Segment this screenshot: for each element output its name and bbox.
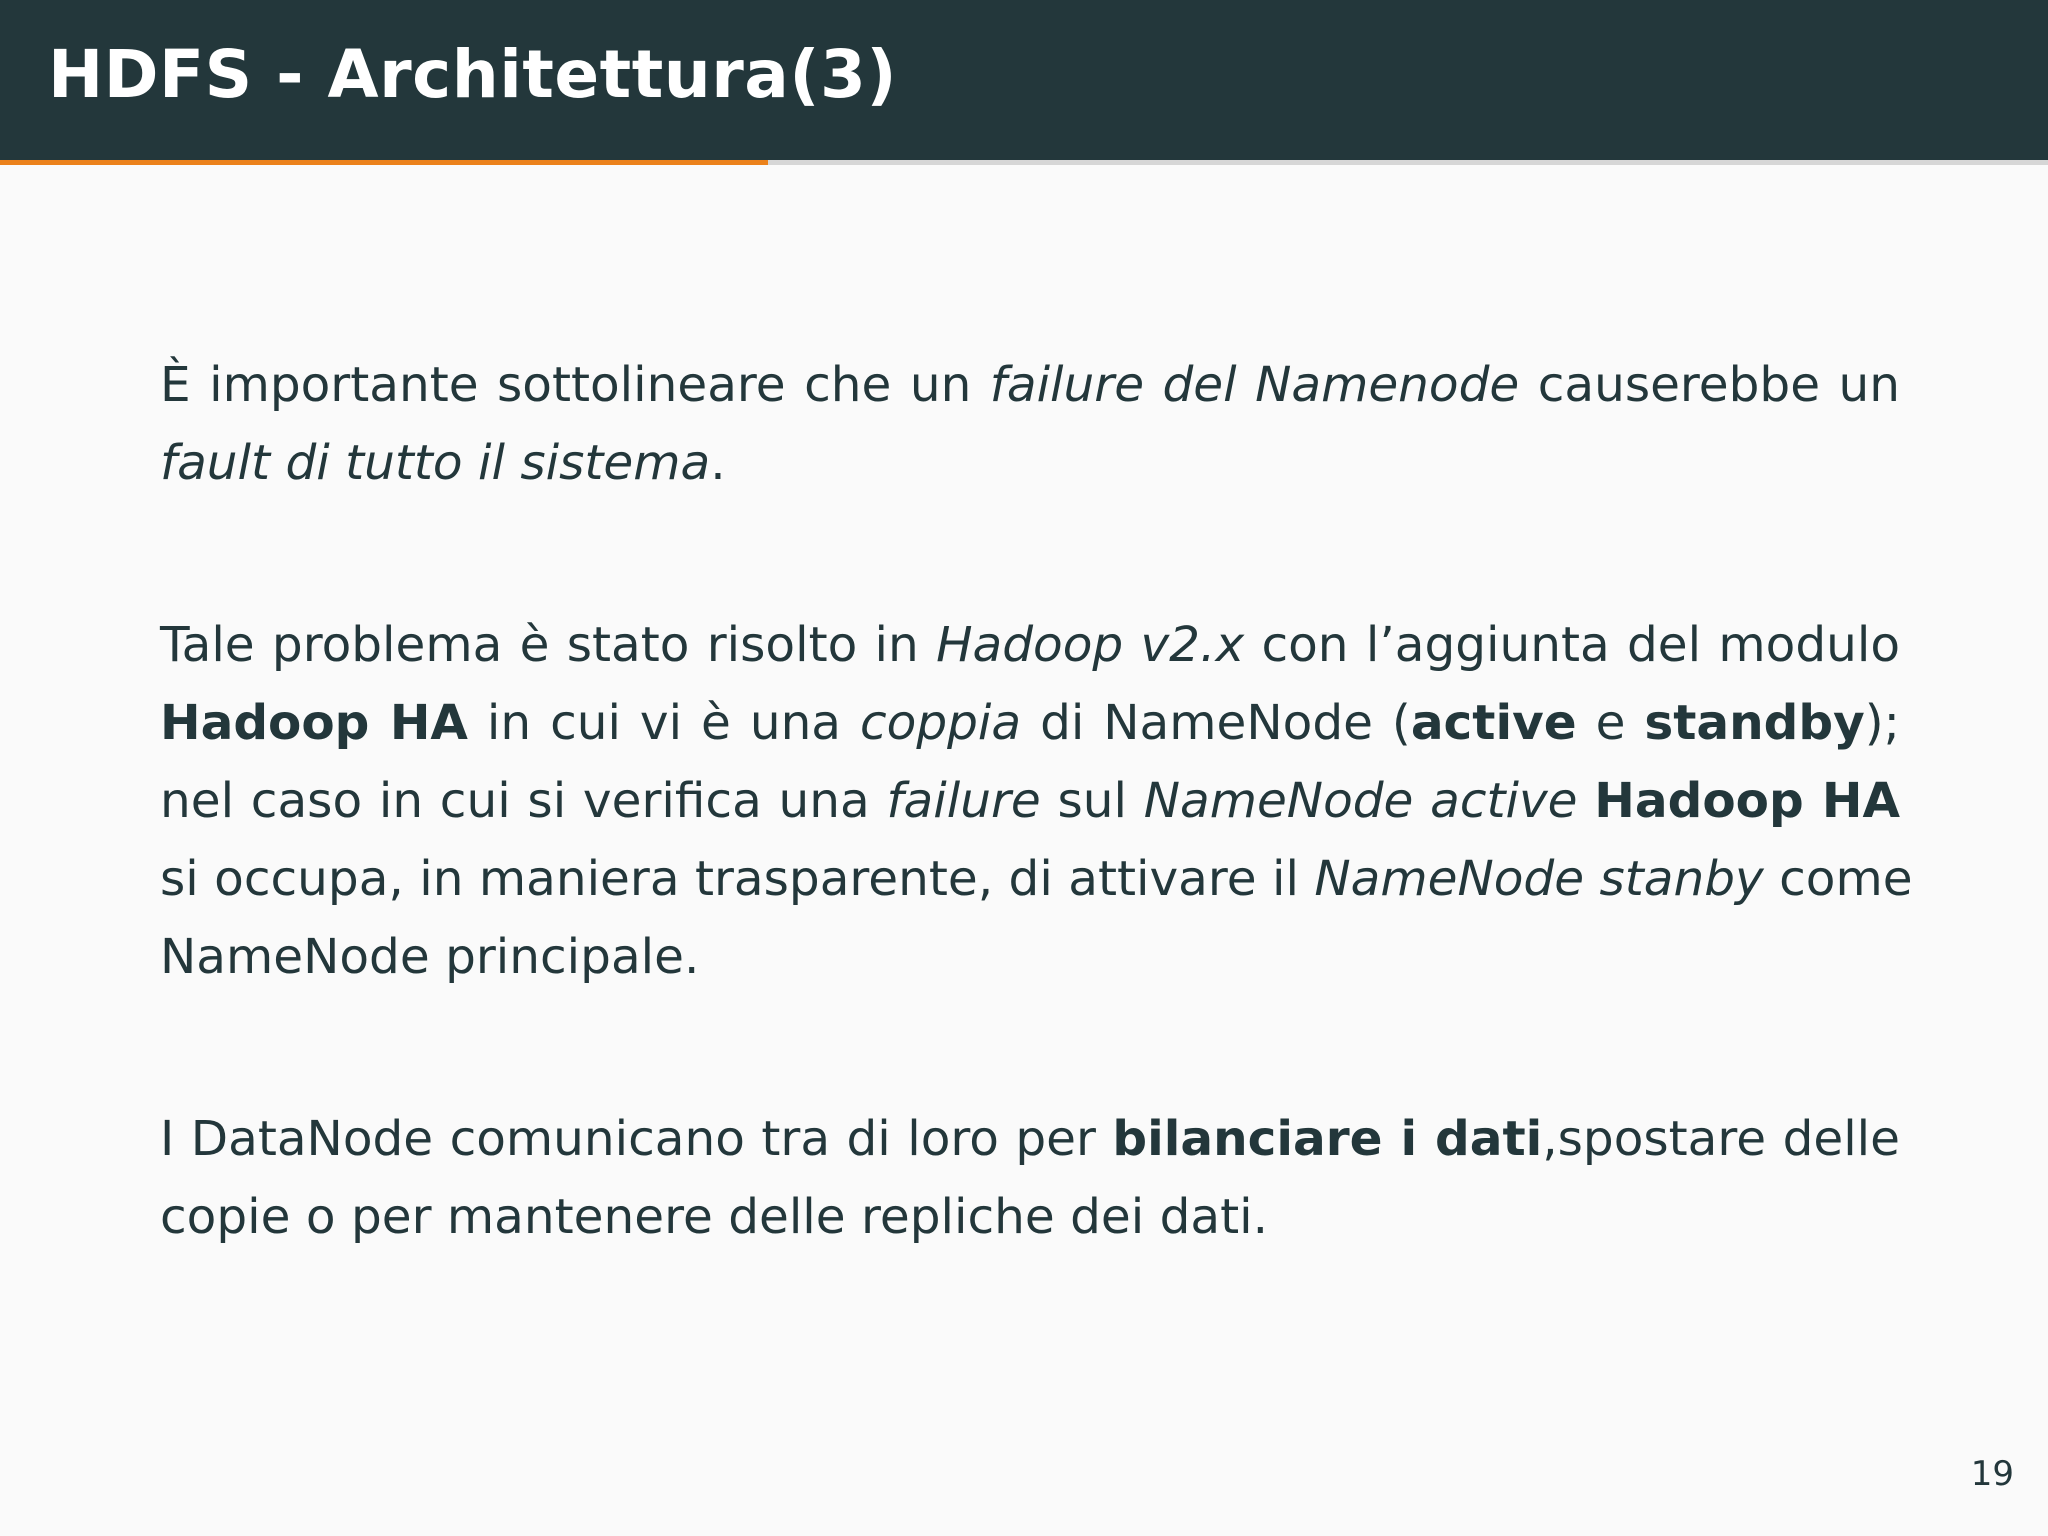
title-bar	[0, 0, 2048, 160]
bold-text: standby	[1644, 695, 1865, 751]
page-number: 19	[1970, 1454, 2014, 1494]
text-line	[160, 606, 1900, 684]
text-line	[160, 918, 1900, 996]
text-line	[160, 840, 1913, 918]
emphasis-text: failure	[886, 773, 1041, 829]
emphasis-text: coppia	[860, 695, 1022, 751]
bold-text: Hadoop HA	[1594, 773, 1901, 829]
text-run: sul	[1040, 773, 1144, 829]
bold-text: Hadoop HA	[160, 695, 468, 751]
text-run: ,spostare delle	[1542, 1111, 1900, 1167]
text-line	[160, 424, 1900, 502]
progress-bar-fill	[0, 160, 768, 165]
text-line	[160, 1100, 1900, 1178]
slide-title: HDFS - Architettura(3)	[48, 36, 898, 113]
text-run: NameNode principale.	[160, 929, 700, 985]
text-line	[160, 684, 1900, 762]
text-run	[1578, 773, 1595, 829]
text-run: copie o per mantenere delle repliche dei dati.	[160, 1189, 1269, 1245]
text-run: in cui vi è una	[467, 695, 860, 751]
text-run: e	[1576, 695, 1645, 751]
emphasis-text: Hadoop v2.x	[936, 617, 1245, 673]
emphasis-text: NameNode active	[1143, 773, 1578, 829]
text-run: si occupa, in maniera trasparente, di attivare il	[160, 851, 1315, 907]
paragraph-datanode	[160, 1100, 1900, 1256]
text-line	[160, 1178, 1900, 1256]
text-run: con l’aggiunta del modulo	[1244, 617, 1900, 673]
text-run: );	[1864, 695, 1900, 751]
text-run: È importante sottolineare che un	[160, 357, 990, 413]
progress-bar	[0, 160, 2048, 165]
bold-text: bilanciare i dati	[1112, 1111, 1543, 1167]
text-run: .	[710, 435, 726, 491]
emphasis-text: fault di tutto il sistema	[160, 435, 711, 491]
paragraph-namenode-failure	[160, 346, 1900, 502]
slide-body	[160, 346, 1913, 1256]
bold-text: active	[1410, 695, 1577, 751]
emphasis-text: failure del Namenode	[989, 357, 1520, 413]
emphasis-text: NameNode stanby	[1314, 851, 1764, 907]
text-line	[160, 346, 1900, 424]
text-run: causerebbe un	[1519, 357, 1900, 413]
text-run: I DataNode comunicano tra di loro per	[160, 1111, 1113, 1167]
text-run: Tale problema è stato risolto in	[160, 617, 937, 673]
text-run: di NameNode (	[1021, 695, 1411, 751]
text-run: nel caso in cui si verifica una	[160, 773, 887, 829]
text-run: come	[1763, 851, 1913, 907]
paragraph-hadoop-ha	[160, 606, 1913, 996]
text-line	[160, 762, 1900, 840]
